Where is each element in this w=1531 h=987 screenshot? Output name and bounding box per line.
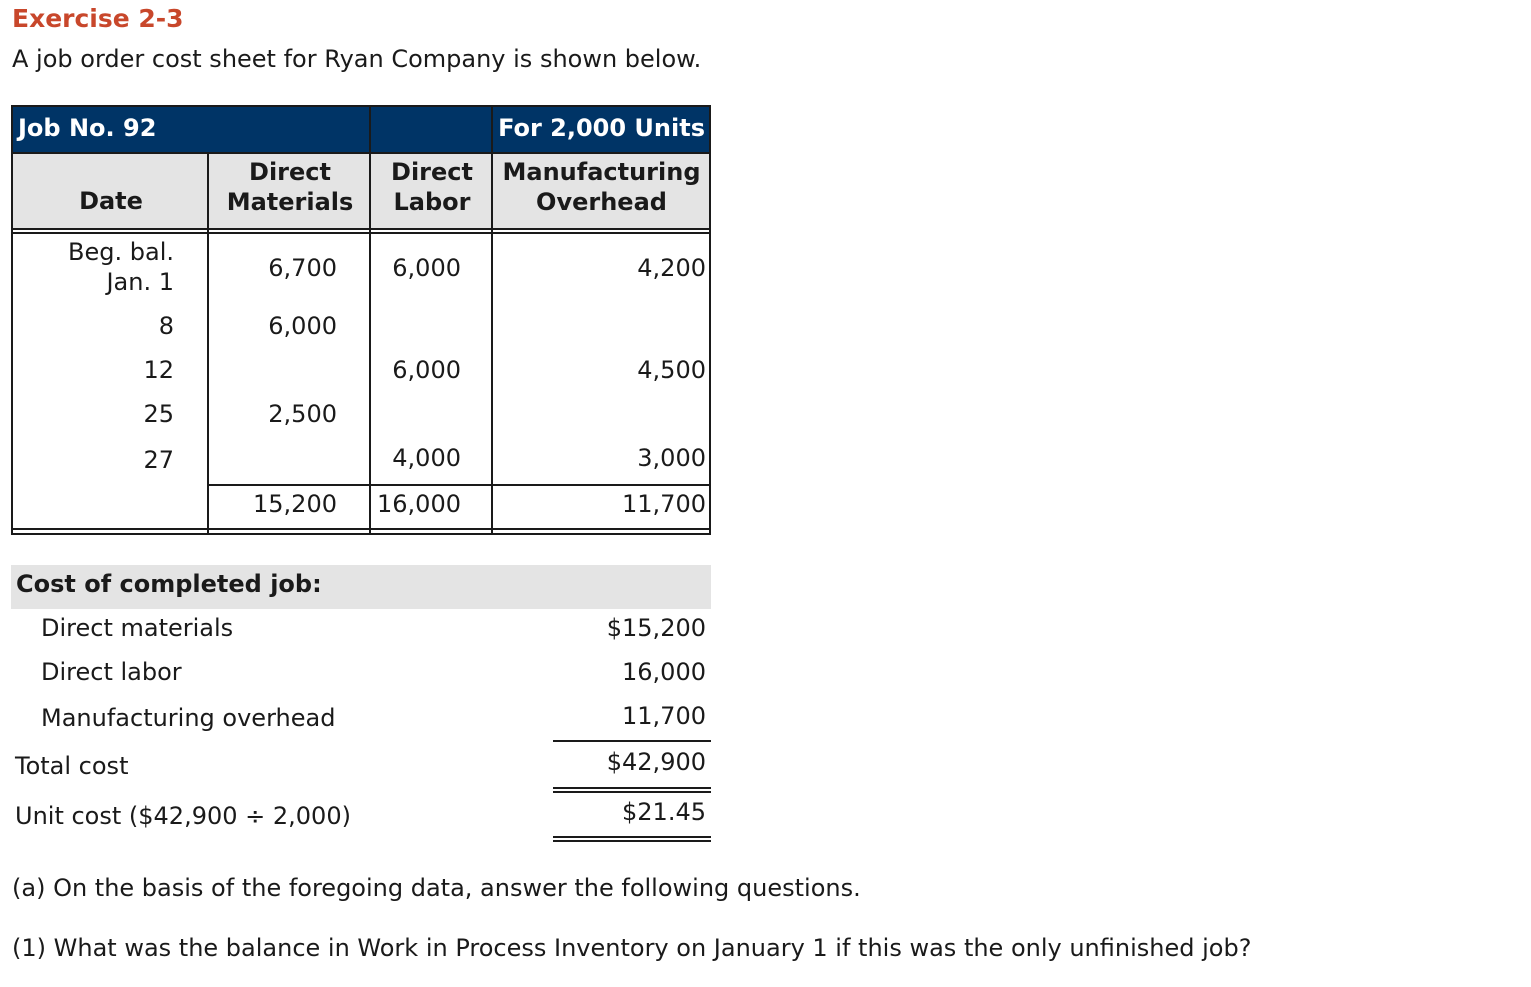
- col-dl-header-line2: Labor: [393, 188, 471, 216]
- job-number: Job No. 92: [18, 114, 157, 142]
- header-separator: [369, 107, 371, 152]
- row-date: 27: [143, 446, 174, 474]
- completed-job-heading-band: [11, 565, 711, 609]
- row-date-line1: Beg. bal.: [68, 238, 174, 266]
- col-dm-header-line1: Direct: [249, 158, 331, 186]
- row-dm: 6,000: [268, 312, 337, 340]
- total-moh: 11,700: [622, 490, 706, 518]
- row-dl: 6,000: [392, 254, 461, 282]
- question-1: (1) What was the balance in Work in Process Inventory on January 1 if this was the only unfinished job?: [12, 934, 1252, 962]
- col-separator: [491, 152, 493, 533]
- col-moh-header-line2: Overhead: [536, 188, 667, 216]
- col-separator: [207, 152, 209, 533]
- sheet-header: [13, 107, 709, 152]
- row-dm: 6,700: [268, 254, 337, 282]
- col-dl-header-line1: Direct: [391, 158, 473, 186]
- direct-materials-amount: $15,200: [606, 614, 706, 642]
- total-cost-label: Total cost: [15, 752, 129, 780]
- unit-double-rule-2: [553, 840, 711, 842]
- total-dl: 16,000: [377, 490, 461, 518]
- row-dl: 4,000: [392, 444, 461, 472]
- bottom-rule: [13, 528, 709, 530]
- unit-double-rule-1: [553, 836, 711, 838]
- col-dm-header-line2: Materials: [226, 188, 354, 216]
- row-dl: 6,000: [392, 356, 461, 384]
- header-rule-1: [13, 228, 709, 230]
- row-date: 25: [143, 400, 174, 428]
- totals-rule: [209, 484, 709, 486]
- total-dm: 15,200: [253, 490, 337, 518]
- total-cost-amount: $42,900: [606, 748, 706, 776]
- total-double-rule-2: [553, 791, 711, 793]
- row-date: 12: [143, 356, 174, 384]
- direct-labor-amount: 16,000: [622, 658, 706, 686]
- column-headers: [13, 152, 709, 230]
- col-moh-header-line1: Manufacturing: [502, 158, 701, 186]
- direct-materials-label: Direct materials: [41, 614, 234, 642]
- job-cost-sheet: [11, 105, 711, 535]
- row-moh: 4,500: [637, 356, 706, 384]
- header-rule-2: [13, 232, 709, 234]
- col-date-header: Date: [79, 187, 143, 215]
- completed-job-heading: Cost of completed job:: [16, 570, 322, 598]
- row-date: 8: [158, 312, 174, 340]
- overhead-label: Manufacturing overhead: [41, 704, 336, 732]
- exercise-title: Exercise 2-3: [12, 4, 184, 33]
- row-moh: 4,200: [637, 254, 706, 282]
- row-date-line2: Jan. 1: [106, 268, 174, 296]
- row-dm: 2,500: [268, 400, 337, 428]
- intro-text: A job order cost sheet for Ryan Company is shown below.: [12, 45, 702, 73]
- direct-labor-label: Direct labor: [41, 658, 182, 686]
- unit-cost-amount: $21.45: [622, 798, 706, 826]
- overhead-amount: 11,700: [622, 702, 706, 730]
- header-separator: [491, 107, 493, 152]
- total-double-rule-1: [553, 787, 711, 789]
- subtotal-rule: [553, 740, 711, 742]
- col-separator: [369, 152, 371, 533]
- units-label: For 2,000 Units: [498, 114, 705, 142]
- row-moh: 3,000: [637, 444, 706, 472]
- unit-cost-label: Unit cost ($42,900 ÷ 2,000): [15, 802, 351, 830]
- question-part-a: (a) On the basis of the foregoing data, answer the following questions.: [12, 874, 861, 902]
